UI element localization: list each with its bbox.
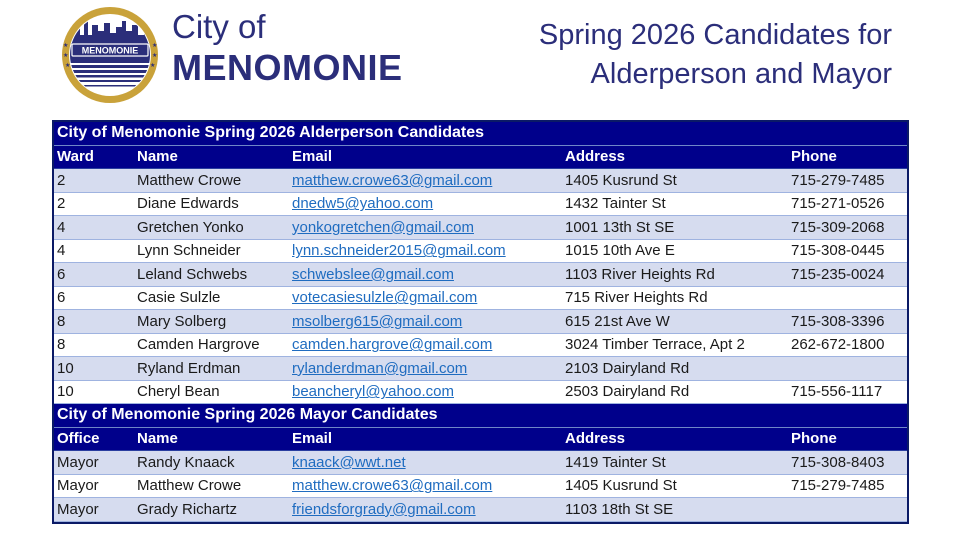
email-link-cell: [289, 286, 562, 310]
address-cell: 1103 River Heights Rd: [562, 263, 788, 287]
phone-cell: 715-235-0024: [788, 263, 907, 287]
svg-text:★: ★: [65, 63, 71, 69]
candidate-name-cell: Diane Edwards: [134, 192, 289, 216]
phone-cell: [788, 357, 907, 381]
email-link[interactable]: msolberg615@gmail.com: [292, 312, 463, 330]
phone-cell: 262-672-1800: [788, 333, 907, 357]
address-cell: 1405 Kusrund St: [562, 474, 788, 498]
col-header-email: Email: [289, 145, 562, 169]
address-cell: 2103 Dairyland Rd: [562, 357, 788, 381]
ward-cell: 8: [54, 333, 134, 357]
phone-cell: 715-279-7485: [788, 169, 907, 193]
col-header-name: Name: [134, 427, 289, 451]
email-link-cell: [289, 216, 562, 240]
address-cell: 1432 Tainter St: [562, 192, 788, 216]
email-link-cell: [289, 380, 562, 404]
brand-line-1: City of: [172, 8, 266, 45]
ward-cell: 4: [54, 239, 134, 263]
table-row: [54, 380, 907, 404]
mayor-header-row: [54, 427, 907, 451]
col-header-office: Office: [54, 427, 134, 451]
alderperson-section-title: City of Menomonie Spring 2026 Alderperson Candidates: [54, 122, 907, 145]
col-header-phone: Phone: [788, 427, 907, 451]
table-row: [54, 192, 907, 216]
mayor-section-title: City of Menomonie Spring 2026 Mayor Candidates: [54, 404, 907, 428]
candidate-name-cell: Camden Hargrove: [134, 333, 289, 357]
table-row: [54, 498, 907, 522]
col-header-phone: Phone: [788, 145, 907, 169]
candidate-name-cell: Cheryl Bean: [134, 380, 289, 404]
table-row: [54, 169, 907, 193]
address-cell: 2503 Dairyland Rd: [562, 380, 788, 404]
col-header-address: Address: [562, 145, 788, 169]
table-row: [54, 474, 907, 498]
email-link-cell: [289, 239, 562, 263]
ward-cell: 4: [54, 216, 134, 240]
email-link-cell: [289, 451, 562, 475]
office-cell: Mayor: [54, 474, 134, 498]
email-link[interactable]: camden.hargrove@gmail.com: [292, 336, 493, 354]
address-cell: 1103 18th St SE: [562, 498, 788, 522]
email-link-cell: [289, 192, 562, 216]
candidate-name-cell: Randy Knaack: [134, 451, 289, 475]
table-row: [54, 239, 907, 263]
svg-text:★: ★: [150, 63, 156, 69]
phone-cell: 715-271-0526: [788, 192, 907, 216]
address-cell: 1419 Tainter St: [562, 451, 788, 475]
table-row: [54, 357, 907, 381]
city-brand: [172, 8, 403, 90]
candidate-name-cell: Mary Solberg: [134, 310, 289, 334]
office-cell: Mayor: [54, 451, 134, 475]
table-row: [54, 263, 907, 287]
phone-cell: 715-279-7485: [788, 474, 907, 498]
address-cell: 3024 Timber Terrace, Apt 2: [562, 333, 788, 357]
email-link-cell: [289, 263, 562, 287]
address-cell: 1405 Kusrund St: [562, 169, 788, 193]
email-link-cell: [289, 169, 562, 193]
email-link-cell: [289, 333, 562, 357]
slide-title: [539, 16, 892, 94]
ward-cell: 8: [54, 310, 134, 334]
email-link[interactable]: schwebslee@gmail.com: [292, 265, 454, 283]
email-link-cell: [289, 474, 562, 498]
candidate-name-cell: Matthew Crowe: [134, 474, 289, 498]
email-link[interactable]: lynn.schneider2015@gmail.com: [292, 242, 506, 260]
ward-cell: 2: [54, 192, 134, 216]
candidate-name-cell: Casie Sulzle: [134, 286, 289, 310]
slide-title-line-1: Spring 2026 Candidates for: [538, 19, 892, 51]
slide-title-line-2: Alderperson and Mayor: [590, 58, 892, 90]
phone-cell: 715-308-3396: [788, 310, 907, 334]
svg-text:★: ★: [63, 43, 69, 49]
email-link[interactable]: friendsforgrady@gmail.com: [292, 500, 476, 518]
table-row: [54, 451, 907, 475]
address-cell: 1015 10th Ave E: [562, 239, 788, 263]
logo-badge-text: MENOMONIE: [81, 45, 139, 56]
ward-cell: 2: [54, 169, 134, 193]
email-link[interactable]: knaack@wwt.net: [292, 453, 406, 471]
alderperson-header-row: [54, 145, 907, 169]
table-row: [54, 310, 907, 334]
office-cell: Mayor: [54, 498, 134, 522]
phone-cell: [788, 498, 907, 522]
ward-cell: 10: [54, 357, 134, 381]
candidate-name-cell: Gretchen Yonko: [134, 216, 289, 240]
col-header-ward: Ward: [54, 145, 134, 169]
address-cell: 715 River Heights Rd: [562, 286, 788, 310]
candidate-name-cell: Matthew Crowe: [134, 169, 289, 193]
phone-cell: [788, 286, 907, 310]
phone-cell: 715-309-2068: [788, 216, 907, 240]
ward-cell: 6: [54, 263, 134, 287]
candidate-name-cell: Leland Schwebs: [134, 263, 289, 287]
email-link[interactable]: matthew.crowe63@gmail.com: [292, 171, 493, 189]
table-row: [54, 216, 907, 240]
email-link[interactable]: dnedw5@yahoo.com: [292, 195, 434, 213]
email-link[interactable]: matthew.crowe63@gmail.com: [292, 477, 493, 495]
email-link[interactable]: rylanderdman@gmail.com: [292, 359, 468, 377]
col-header-email: Email: [289, 427, 562, 451]
address-cell: 1001 13th St SE: [562, 216, 788, 240]
email-link-cell: [289, 498, 562, 522]
email-link[interactable]: beancheryl@yahoo.com: [292, 383, 454, 401]
svg-text:★: ★: [152, 43, 158, 49]
city-logo: [60, 5, 160, 105]
address-cell: 615 21st Ave W: [562, 310, 788, 334]
brand-line-2: MENOMONIE: [172, 47, 403, 88]
col-header-address: Address: [562, 427, 788, 451]
candidate-name-cell: Ryland Erdman: [134, 357, 289, 381]
email-link[interactable]: yonkogretchen@gmail.com: [292, 218, 474, 236]
table-row: [54, 286, 907, 310]
svg-text:★: ★: [63, 53, 69, 59]
email-link-cell: [289, 310, 562, 334]
email-link[interactable]: votecasiesulzle@gmail.com: [292, 289, 478, 307]
candidates-table: [52, 120, 909, 524]
ward-cell: 6: [54, 286, 134, 310]
phone-cell: 715-556-1117: [788, 380, 907, 404]
phone-cell: 715-308-0445: [788, 239, 907, 263]
table-row: [54, 333, 907, 357]
candidate-name-cell: Grady Richartz: [134, 498, 289, 522]
col-header-name: Name: [134, 145, 289, 169]
svg-text:★: ★: [152, 53, 158, 59]
email-link-cell: [289, 357, 562, 381]
candidate-name-cell: Lynn Schneider: [134, 239, 289, 263]
ward-cell: 10: [54, 380, 134, 404]
phone-cell: 715-308-8403: [788, 451, 907, 475]
